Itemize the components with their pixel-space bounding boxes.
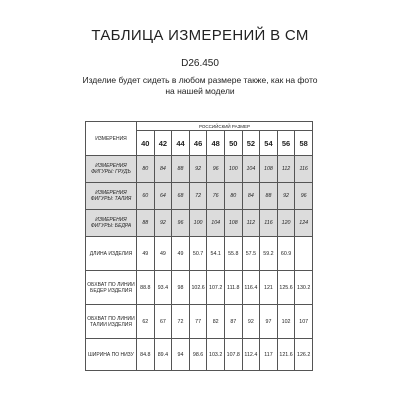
size-cell: 44 [172, 131, 190, 156]
table-cell: 107 [295, 305, 313, 339]
table-cell: 121.6 [277, 339, 295, 371]
table-cell: 112 [277, 156, 295, 183]
table-cell: 88 [172, 156, 190, 183]
table-cell: 98 [172, 271, 190, 305]
table-cell: 77 [189, 305, 207, 339]
measurements-header: ИЗМЕРЕНИЯ [86, 122, 137, 156]
table-cell: 102.6 [189, 271, 207, 305]
table-cell: 116 [295, 156, 313, 183]
table-cell: 116.4 [242, 271, 260, 305]
table-cell: 98.6 [189, 339, 207, 371]
size-cell: 56 [277, 131, 295, 156]
size-table [85, 121, 313, 371]
row-label: ОБХВАТ ПО ЛИНИИ ТАЛИИ ИЗДЕЛИЯ [86, 305, 137, 339]
row-label: ШИРИНА ПО НИЗУ [86, 339, 137, 371]
table-cell: 104 [207, 210, 225, 237]
table-cell: 88.8 [137, 271, 155, 305]
table-cell: 125.6 [277, 271, 295, 305]
table-cell: 93.4 [154, 271, 172, 305]
table-cell: 96 [207, 156, 225, 183]
table-cell: 76 [207, 183, 225, 210]
table-cell: 96 [172, 210, 190, 237]
table-cell: 92 [277, 183, 295, 210]
russian-size-header: РОССИЙСКИЙ РАЗМЕР [137, 122, 313, 131]
table-cell: 59.2 [260, 237, 278, 271]
table-row-hip-girth [86, 271, 313, 305]
table-cell: 49 [154, 237, 172, 271]
table-cell: 87 [224, 305, 242, 339]
table-cell: 94 [172, 339, 190, 371]
table-row-waist-girth [86, 305, 313, 339]
table-cell: 107.2 [207, 271, 225, 305]
table-cell: 112 [242, 210, 260, 237]
table-cell: 100 [224, 156, 242, 183]
table-cell: 92 [189, 156, 207, 183]
table-cell: 88 [260, 183, 278, 210]
row-label: ИЗМЕРЕНИЯ ФИГУРЫ: ГРУДЬ [86, 156, 137, 183]
table-cell: 72 [189, 183, 207, 210]
fit-note: Изделие будет сидеть в любом размере также, как на фото на нашей модели [82, 75, 318, 96]
table-cell: 107.8 [224, 339, 242, 371]
table-cell: 124 [295, 210, 313, 237]
table-cell: 130.2 [295, 271, 313, 305]
table-cell: 80 [137, 156, 155, 183]
table-header-row [86, 122, 313, 131]
table-cell: 112.4 [242, 339, 260, 371]
table-cell: 103.2 [207, 339, 225, 371]
product-code: D26.450 [181, 58, 219, 69]
table-cell: 100 [189, 210, 207, 237]
table-cell: 49 [137, 237, 155, 271]
size-cell: 46 [189, 131, 207, 156]
table-cell: 49 [172, 237, 190, 271]
size-cell: 40 [137, 131, 155, 156]
table-cell: 116 [260, 210, 278, 237]
table-cell: 50.7 [189, 237, 207, 271]
size-cell: 48 [207, 131, 225, 156]
table-cell: 60.9 [277, 237, 295, 271]
row-label: ИЗМЕРЕНИЯ ФИГУРЫ: БЕДРА [86, 210, 137, 237]
table-cell: 108 [260, 156, 278, 183]
table-cell: 84.8 [137, 339, 155, 371]
table-cell: 67 [154, 305, 172, 339]
size-cell: 54 [260, 131, 278, 156]
table-cell: 68 [172, 183, 190, 210]
table-cell: 117 [260, 339, 278, 371]
size-cell: 52 [242, 131, 260, 156]
table-cell: 104 [242, 156, 260, 183]
table-cell: 120 [277, 210, 295, 237]
row-label: ИЗМЕРЕНИЯ ФИГУРЫ: ТАЛИЯ [86, 183, 137, 210]
table-cell: 88 [137, 210, 155, 237]
table-row-hem-width [86, 339, 313, 371]
table-cell: 82 [207, 305, 225, 339]
table-cell: 72 [172, 305, 190, 339]
size-cell: 58 [295, 131, 313, 156]
table-cell: 108 [224, 210, 242, 237]
table-cell: 57.5 [242, 237, 260, 271]
size-cell: 50 [224, 131, 242, 156]
table-cell: 96 [295, 183, 313, 210]
table-cell: 64 [154, 183, 172, 210]
table-cell: 102 [277, 305, 295, 339]
table-cell: 97 [260, 305, 278, 339]
table-cell: 60 [137, 183, 155, 210]
page-title: ТАБЛИЦА ИЗМЕРЕНИЙ В СМ [91, 27, 309, 44]
table-cell: 111.8 [224, 271, 242, 305]
table-row-hips [86, 210, 313, 237]
table-cell: 55.8 [224, 237, 242, 271]
table-cell: 92 [154, 210, 172, 237]
table-cell: 80 [224, 183, 242, 210]
table-cell: 92 [242, 305, 260, 339]
table-cell: 54.1 [207, 237, 225, 271]
table-cell: 126.2 [295, 339, 313, 371]
row-label: ДЛИНА ИЗДЕЛИЯ [86, 237, 137, 271]
table-cell: 121 [260, 271, 278, 305]
table-cell [295, 237, 313, 271]
table-cell: 84 [154, 156, 172, 183]
table-row-waist [86, 183, 313, 210]
size-cell: 42 [154, 131, 172, 156]
row-label: ОБХВАТ ПО ЛИНИИ БЕДЕР ИЗДЕЛИЯ [86, 271, 137, 305]
table-cell: 62 [137, 305, 155, 339]
table-row-chest [86, 156, 313, 183]
table-cell: 89.4 [154, 339, 172, 371]
table-row-length [86, 237, 313, 271]
table-cell: 84 [242, 183, 260, 210]
